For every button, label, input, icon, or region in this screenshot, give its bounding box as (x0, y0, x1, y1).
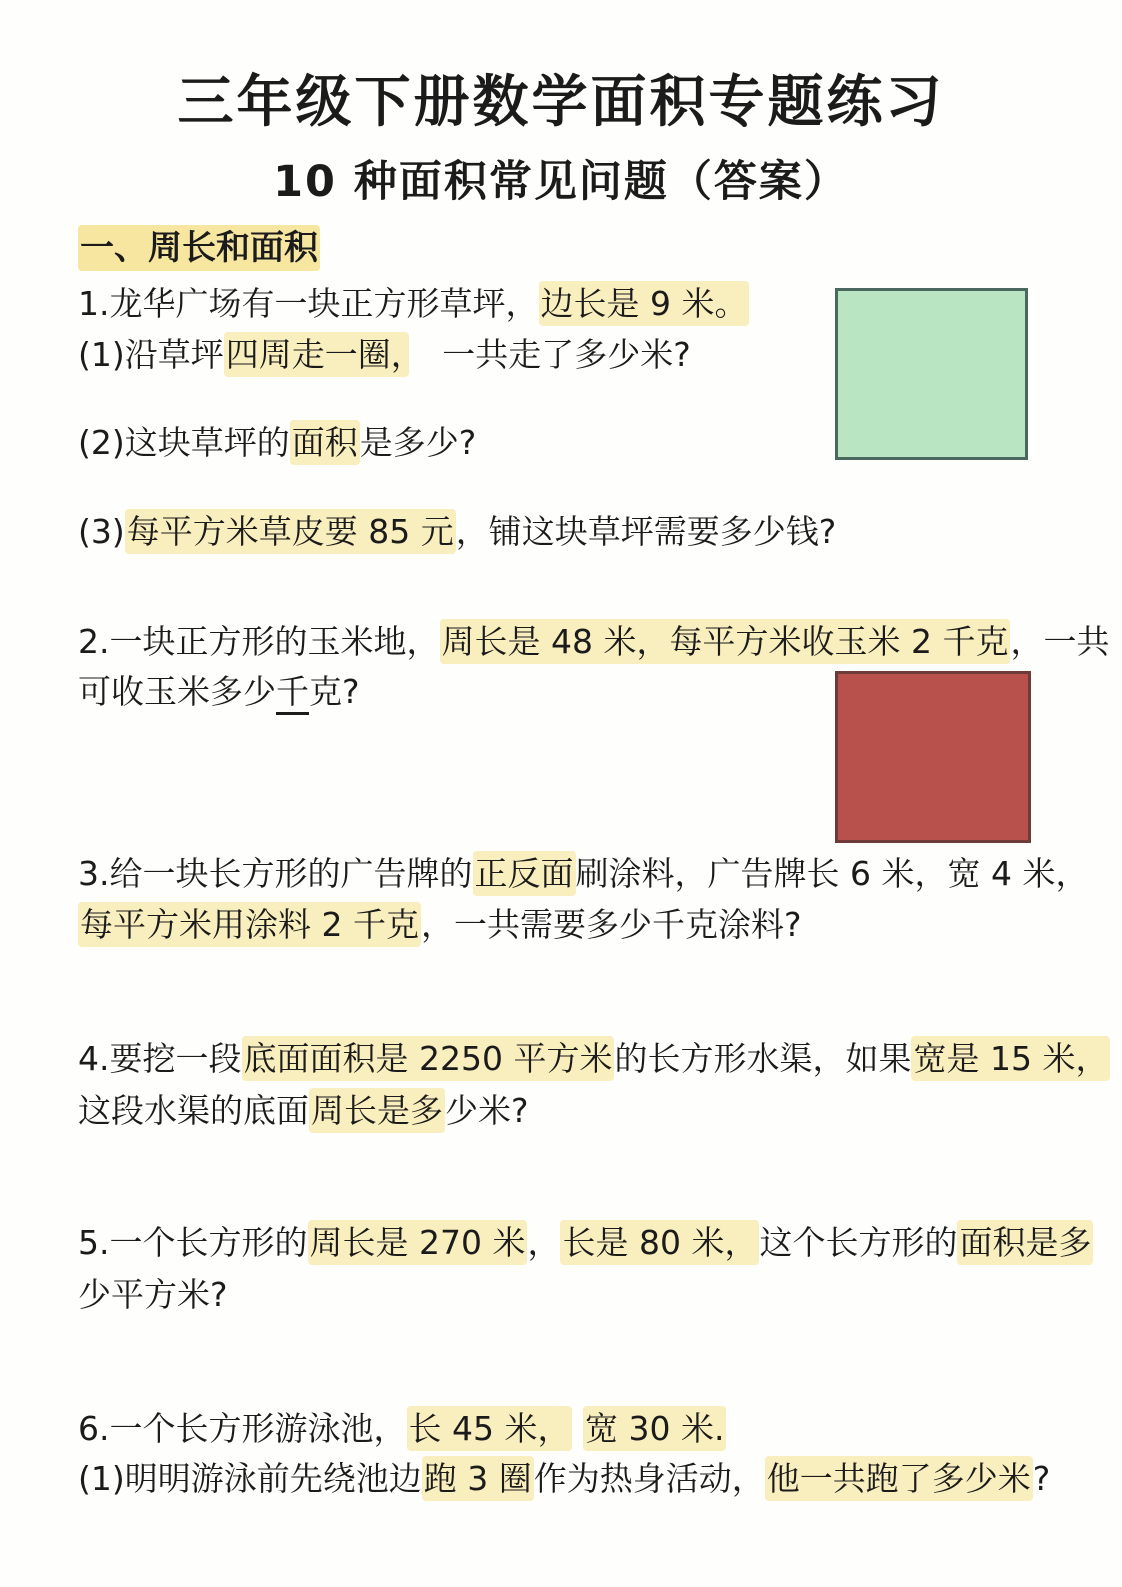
text-run: 少米? (445, 1091, 529, 1130)
problem-1-question-3 (78, 510, 836, 554)
text-run: 千 (276, 672, 309, 715)
highlighted-text: 四周走一圈， (224, 332, 410, 377)
problem-6-question-1 (78, 1457, 1050, 1501)
text-run: 一共走了多少米? (409, 335, 691, 374)
problem-3-line-2 (78, 903, 802, 947)
problem-3-line-1 (78, 852, 1088, 896)
highlighted-text: 宽 30 米. (583, 1406, 726, 1451)
problem-1-question-2 (78, 421, 476, 465)
text-run: 3.给一块长方形的广告牌的 (78, 854, 473, 893)
text-run: 作为热身活动， (533, 1459, 765, 1498)
highlighted-text: 跑 3 圈 (422, 1456, 534, 1501)
text-run: 2.一块正方形的玉米地， (78, 622, 440, 661)
text-run: ，铺这块草坪需要多少钱? (455, 512, 837, 551)
highlighted-text: 长 45 米， (407, 1406, 573, 1451)
text-run: 的长方形水渠，如果 (614, 1039, 912, 1078)
highlighted-text: 面积是多 (957, 1220, 1093, 1265)
section-heading (78, 226, 320, 270)
text-run: ， (527, 1223, 561, 1262)
text-run: ? (1032, 1459, 1051, 1498)
red-square-figure (835, 671, 1031, 843)
highlighted-text: 正反面 (473, 851, 576, 896)
text-run: 6.一个长方形游泳池， (78, 1409, 407, 1448)
highlighted-text: 每平方米用涂料 2 千克 (78, 902, 421, 947)
problem-1-line-1 (78, 282, 749, 326)
text-run: 可收玉米多少 (78, 672, 276, 711)
text-run: 刷涂料，广告牌长 6 米，宽 4 米， (575, 854, 1089, 893)
text-run: 5.一个长方形的 (78, 1223, 308, 1262)
problem-1-question-1 (78, 333, 691, 377)
highlighted-text: 长是 80 米， (560, 1220, 759, 1265)
text-run (572, 1409, 583, 1448)
text-run: (3) (78, 512, 125, 551)
text-run: 这个长方形的 (759, 1223, 958, 1262)
page-subtitle: 10 种面积常见问题（答案） (273, 157, 849, 207)
highlighted-text: 面积 (290, 420, 360, 465)
text-run: (1)沿草坪 (78, 335, 224, 374)
text-run: 是多少? (359, 423, 477, 462)
text-run: (1)明明游泳前先绕池边 (78, 1459, 422, 1498)
problem-4-line-2 (78, 1089, 529, 1133)
text-run: ，一共需要多少千克涂料? (420, 905, 802, 944)
green-square-figure (835, 288, 1028, 460)
text-run: 1.龙华广场有一块正方形草坪， (78, 284, 539, 323)
highlighted-text: 底面面积是 2250 平方米 (242, 1036, 615, 1081)
text-run: 4.要挖一段 (78, 1039, 242, 1078)
text-run: 克? (309, 672, 360, 711)
highlighted-text: 每平方米草皮要 85 元 (125, 509, 456, 554)
highlighted-text: 他一共跑了多少米 (765, 1456, 1033, 1501)
highlighted-text: 一、周长和面积 (78, 225, 320, 271)
text-run: (2)这块草坪的 (78, 423, 290, 462)
page-title: 三年级下册数学面积专题练习 (177, 70, 945, 135)
problem-2-line-2 (78, 670, 360, 714)
text-run: ，一共 (1010, 622, 1110, 661)
text-run: 少平方米? (78, 1275, 228, 1314)
highlighted-text: 宽是 15 米， (911, 1036, 1110, 1081)
problem-4-line-1 (78, 1037, 1110, 1081)
highlighted-text: 周长是多 (309, 1088, 445, 1133)
problem-5-line-1 (78, 1221, 1093, 1265)
text-run: 这段水渠的底面 (78, 1091, 309, 1130)
problem-5-line-2 (78, 1273, 228, 1317)
problem-2-line-1 (78, 620, 1109, 664)
highlighted-text: 边长是 9 米。 (539, 281, 750, 326)
problem-6-line-1 (78, 1407, 726, 1451)
highlighted-text: 周长是 270 米 (308, 1220, 528, 1265)
highlighted-text: 周长是 48 米，每平方米收玉米 2 千克 (440, 619, 1011, 664)
